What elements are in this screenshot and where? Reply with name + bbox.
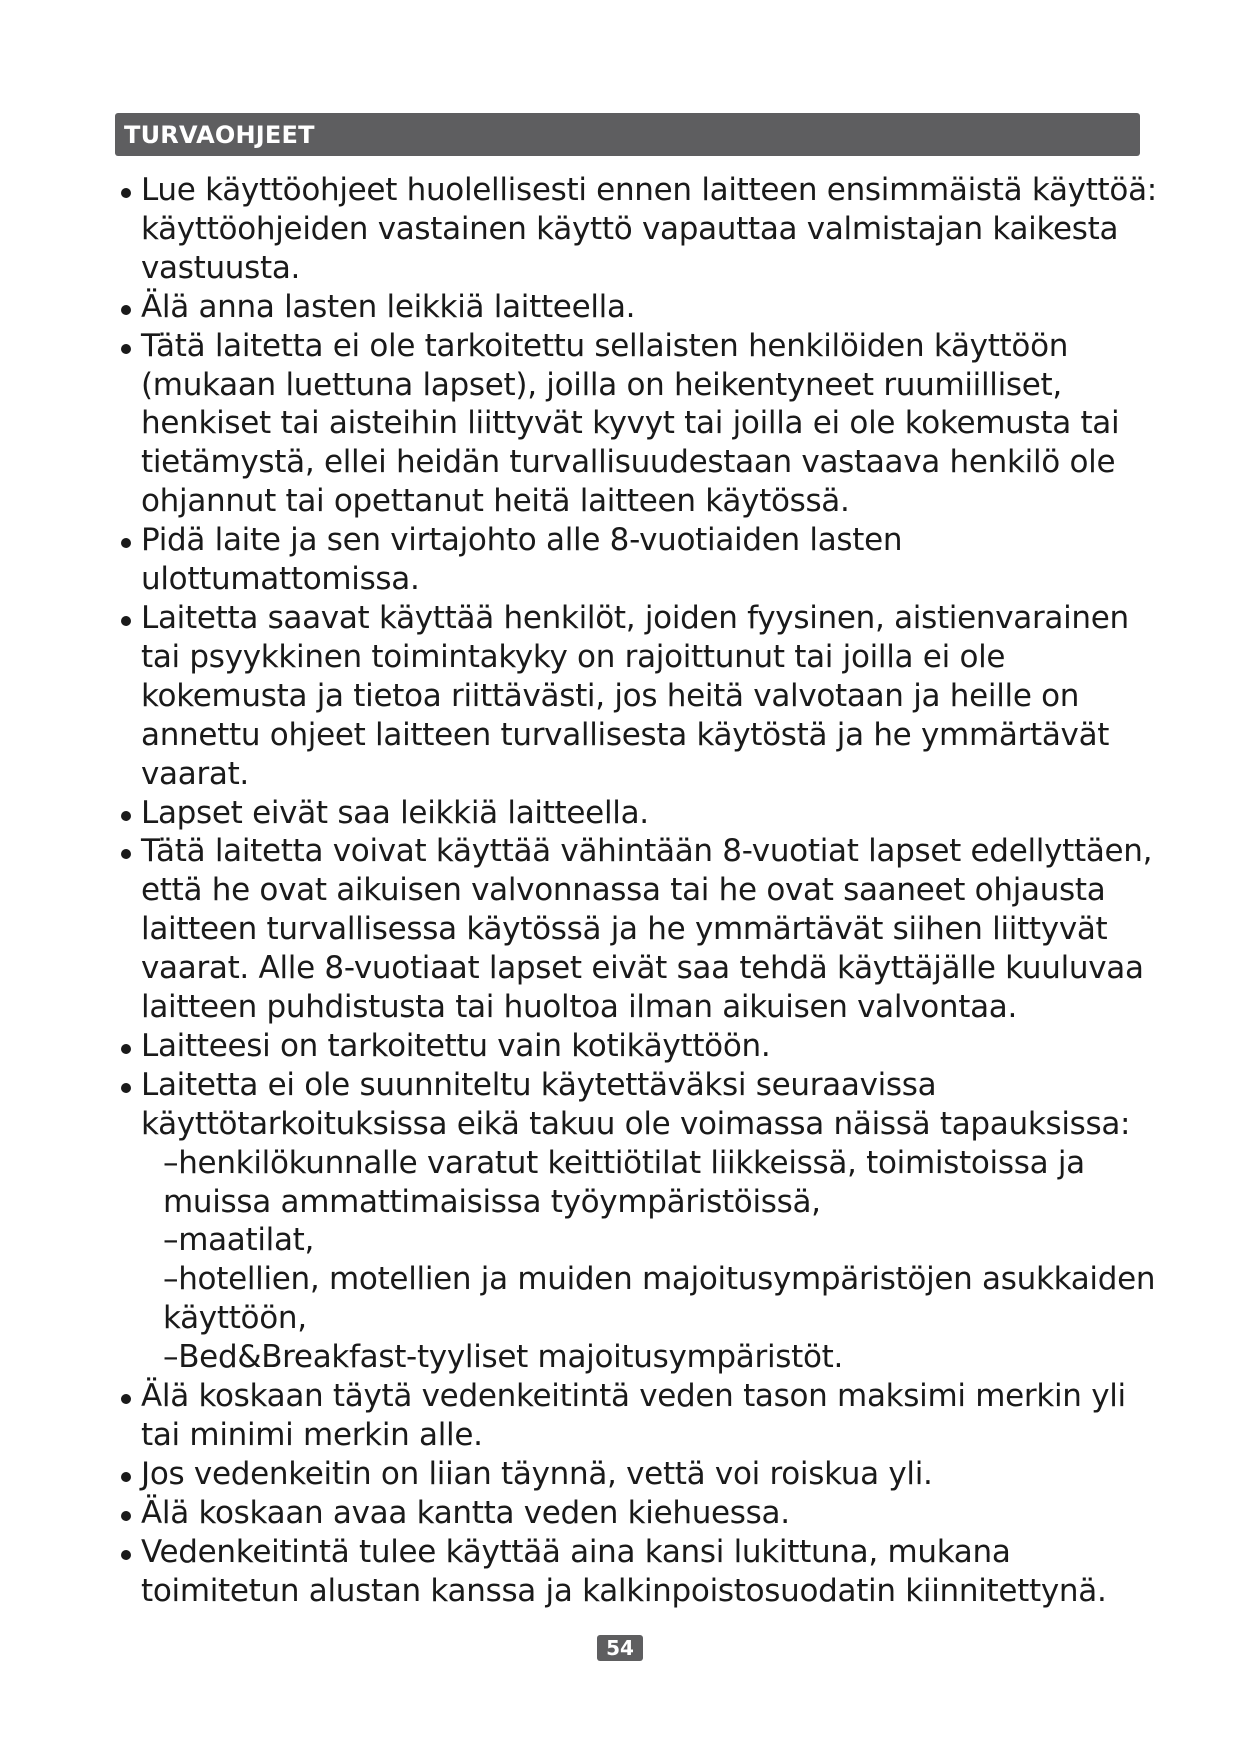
list-item-text: Älä koskaan avaa kantta veden kiehuessa.	[141, 1494, 790, 1531]
list-item	[118, 1455, 1158, 1494]
list-item	[118, 1494, 1158, 1533]
list-item-text: Älä koskaan täytä vedenkeitintä veden tason maksimi merkin yli tai minimi merkin alle.	[141, 1378, 1126, 1453]
list-item-text: Laitetta saavat käyttää henkilöt, joiden fyysinen, aistienvarainen tai psyykkinen toimintakyky on rajoittunut tai joilla ei ole kokemusta ja tietoa riittävästi, jos heitä valvotaan ja heille on annettu ohjeet laitteen turvallisesta käytöstä ja he ymmärtävät vaarat.	[141, 599, 1129, 792]
bullet-list	[118, 171, 1158, 1611]
list-item	[118, 832, 1158, 1027]
page-number: 54	[597, 1635, 643, 1661]
sub-item: –hotellien, motellien ja muiden majoitusympäristöjen asukkaiden käyttöön,	[163, 1261, 1156, 1337]
list-item	[118, 794, 1158, 833]
list-item-text: Tätä laitetta voivat käyttää vähintään 8-vuotiat lapset edellyttäen, että he ovat aikuisen valvonnassa tai he ovat saaneet ohjausta laitteen turvallisessa käytössä ja he ymmärtävät siihen liittyvät vaarat. Alle 8-vuotiaat lapset eivät saa tehdä käyttäjälle kuuluvaa laitteen puhdistusta tai huoltoa ilman aikuisen valvontaa.	[141, 833, 1153, 1026]
list-item-text: Älä anna lasten leikkiä laitteella.	[141, 288, 636, 325]
list-item	[118, 327, 1158, 522]
list-item	[118, 599, 1158, 794]
sub-item: –henkilökunnalle varatut keittiötilat liikkeissä, toimistoissa ja muissa ammattimaisissa työympäristöissä,	[163, 1144, 1085, 1220]
list-item-text: Pidä laite ja sen virtajohto alle 8-vuotiaiden lasten ulottumattomissa.	[141, 522, 903, 598]
list-item	[118, 1027, 1158, 1066]
list-item	[118, 1533, 1158, 1611]
list-item	[118, 1066, 1158, 1377]
safety-instructions-content	[118, 171, 1158, 1611]
list-item-text: Laitetta ei ole suunniteltu käytettäväksi seuraavissa käyttötarkoituksissa eikä takuu ole voimassa näissä tapauksissa:	[141, 1066, 1131, 1142]
sub-item: –Bed&Breakfast-tyyliset majoitusympäristöt.	[163, 1339, 844, 1376]
section-title: TURVAOHJEET	[124, 120, 315, 149]
list-item	[118, 1377, 1158, 1455]
list-item-text: Lue käyttöohjeet huolellisesti ennen laitteen ensimmäistä käyttöä: käyttöohjeiden vastainen käyttö vapauttaa valmistajan kaikesta vastuusta.	[141, 172, 1157, 286]
list-item	[118, 521, 1158, 599]
list-item-text: Lapset eivät saa leikkiä laitteella.	[141, 794, 649, 831]
list-item-text: Laitteesi on tarkoitettu vain kotikäyttöön.	[141, 1027, 771, 1064]
list-item-text: Vedenkeitintä tulee käyttää aina kansi lukittuna, mukana toimitetun alustan kanssa ja kalkinpoistosuodatin kiinnitettynä.	[141, 1533, 1107, 1609]
list-item	[118, 288, 1158, 327]
sub-item: –maatilat,	[163, 1222, 315, 1259]
section-header-bar	[115, 113, 1140, 156]
list-item	[118, 171, 1158, 288]
list-item-text: Tätä laitetta ei ole tarkoitettu sellaisten henkilöiden käyttöön (mukaan luettuna lapset), joilla on heikentyneet ruumiilliset, henkiset tai aisteihin liittyvät kyvyt tai joilla ei ole kokemusta tai tietämystä, ellei heidän turvallisuudestaan vastaava henkilö ole ohjannut tai opettanut heitä laitteen käytössä.	[141, 327, 1120, 520]
list-item-text: Jos vedenkeitin on liian täynnä, vettä voi roiskua yli.	[141, 1455, 933, 1492]
